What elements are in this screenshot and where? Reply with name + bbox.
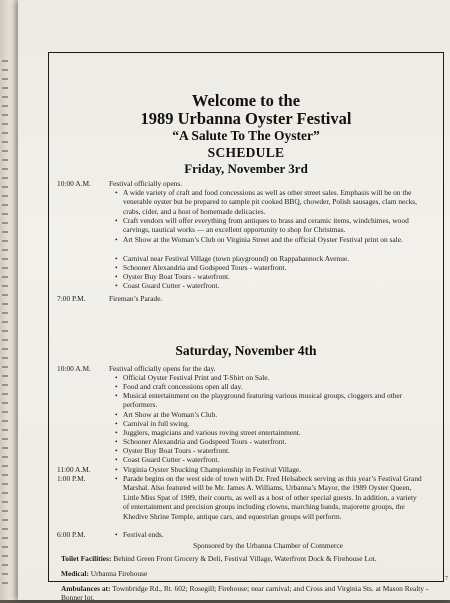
friday-opening: Festival officially opens. (109, 179, 183, 188)
saturday-close: • Festival ends. (115, 530, 164, 539)
saturday-item: • Jugglers, magicians and various roving street entertainment. (115, 428, 301, 437)
sponsor-line: Sponsored by the Urbanna Chamber of Commerce (193, 541, 343, 550)
festival-title: 1989 Urbanna Oyster Festival (140, 109, 352, 128)
saturday-heading: Saturday, November 4th (175, 343, 317, 358)
program-page (18, 0, 450, 603)
saturday-item: • Carnival in full swing. (115, 419, 190, 428)
friday-time-1000: 10:00 A.M. (57, 179, 91, 188)
friday-item: • Craft vendors will offer everything from antiques to brass and ceramic items, windchimes, wood carvings, nautical works — an excellent opportunity to shop for Christmas. (115, 216, 409, 235)
schedule-frame (48, 52, 444, 603)
friday-item: • Art Show at the Woman’s Club on Virginia Street and the official Oyster Festival print on sale. (115, 235, 403, 244)
adjacent-page-edge (0, 0, 20, 600)
saturday-item: • Official Oyster Festival Print and T-Shirt on Sale. (115, 373, 270, 382)
toilet-facilities: Toilet Facilities: Behind Green Front Grocery & Deli, Festival Village, Waterfront Dock & Firehouse Lot. (61, 554, 377, 563)
saturday-opening: Festival officially opens for the day. (109, 364, 216, 373)
saturday-item: • Schooner Alexandria and Godspeed Tours - waterfront. (115, 437, 287, 446)
friday-item: • Carnival near Festival Village (town playground) on Rappahannock Avenue. (115, 254, 350, 263)
saturday-item: • Oyster Buy Boat Tours - waterfront. (115, 446, 230, 455)
friday-heading: Friday, November 3rd (184, 161, 308, 176)
binding-stitch (2, 60, 8, 590)
page-number: 7 (445, 576, 448, 582)
friday-parade: Fireman’s Parade. (109, 294, 163, 303)
saturday-shucking: • Virginia Oyster Shucking Championship in Festival Village. (115, 465, 302, 474)
ambulance-info: Ambulances at: Townbridge Rd., Rt. 602; Rosegill; Firehouse; near carnival; and Cross and Virginia Sts. at Mason Realty - Bonner lot. (61, 584, 429, 603)
saturday-item: • Musical entertainment on the playground featuring various musical groups, cloggers and other performers. (115, 391, 403, 410)
friday-item: • Schooner Alexandria and Godspeed Tours - waterfront. (115, 263, 287, 272)
friday-time-700: 7:00 P.M. (57, 294, 86, 303)
saturday-parade: • Parade begins on the west side of town with Dr. Fred Helsabeck serving as this year’s Festival Grand Marshal. Also featured will be Mr. James A. Williams, Urbanna’s Mayor, the 1989 Oyster Queen, Little Miss Spat of 1989, their courts, as well as a host of other special guests. In addition, a variety of entertainment and precision groups including clowns, marching bands, majorette groups, the Khedive Shrine Temple, antique cars, and equestrian groups will perform. (115, 474, 422, 521)
schedule-heading: SCHEDULE (207, 145, 285, 160)
saturday-time-1100: 11:00 A.M. (57, 465, 91, 474)
festival-tagline: “A Salute To The Oyster” (172, 128, 320, 143)
friday-item: • Coast Guard Cutter - waterfront. (115, 281, 220, 290)
saturday-time-100: 1:00 P.M. (57, 474, 86, 483)
friday-item: • Oyster Buy Boat Tours - waterfront. (115, 272, 230, 281)
saturday-item: • Art Show at the Woman’s Club. (115, 410, 218, 419)
saturday-time-1000: 10:00 A.M. (57, 364, 91, 373)
saturday-item: • Food and craft concessions open all day. (115, 382, 243, 391)
welcome-heading: Welcome to the (191, 91, 301, 110)
medical-info: Medical: Urbanna Firehouse (61, 569, 148, 578)
saturday-time-600: 6:00 P.M. (57, 530, 86, 539)
friday-item: • A wide variety of craft and food concessions as well as other street sales. Emphasis will be on the venerable oyster but be prepared to sample pit cooked BBQ, chowder, Polish sausages, clam necks, crabs, cider, and a host of homemade delicacies. (115, 188, 418, 216)
saturday-item: • Coast Guard Cutter - waterfront. (115, 455, 220, 464)
